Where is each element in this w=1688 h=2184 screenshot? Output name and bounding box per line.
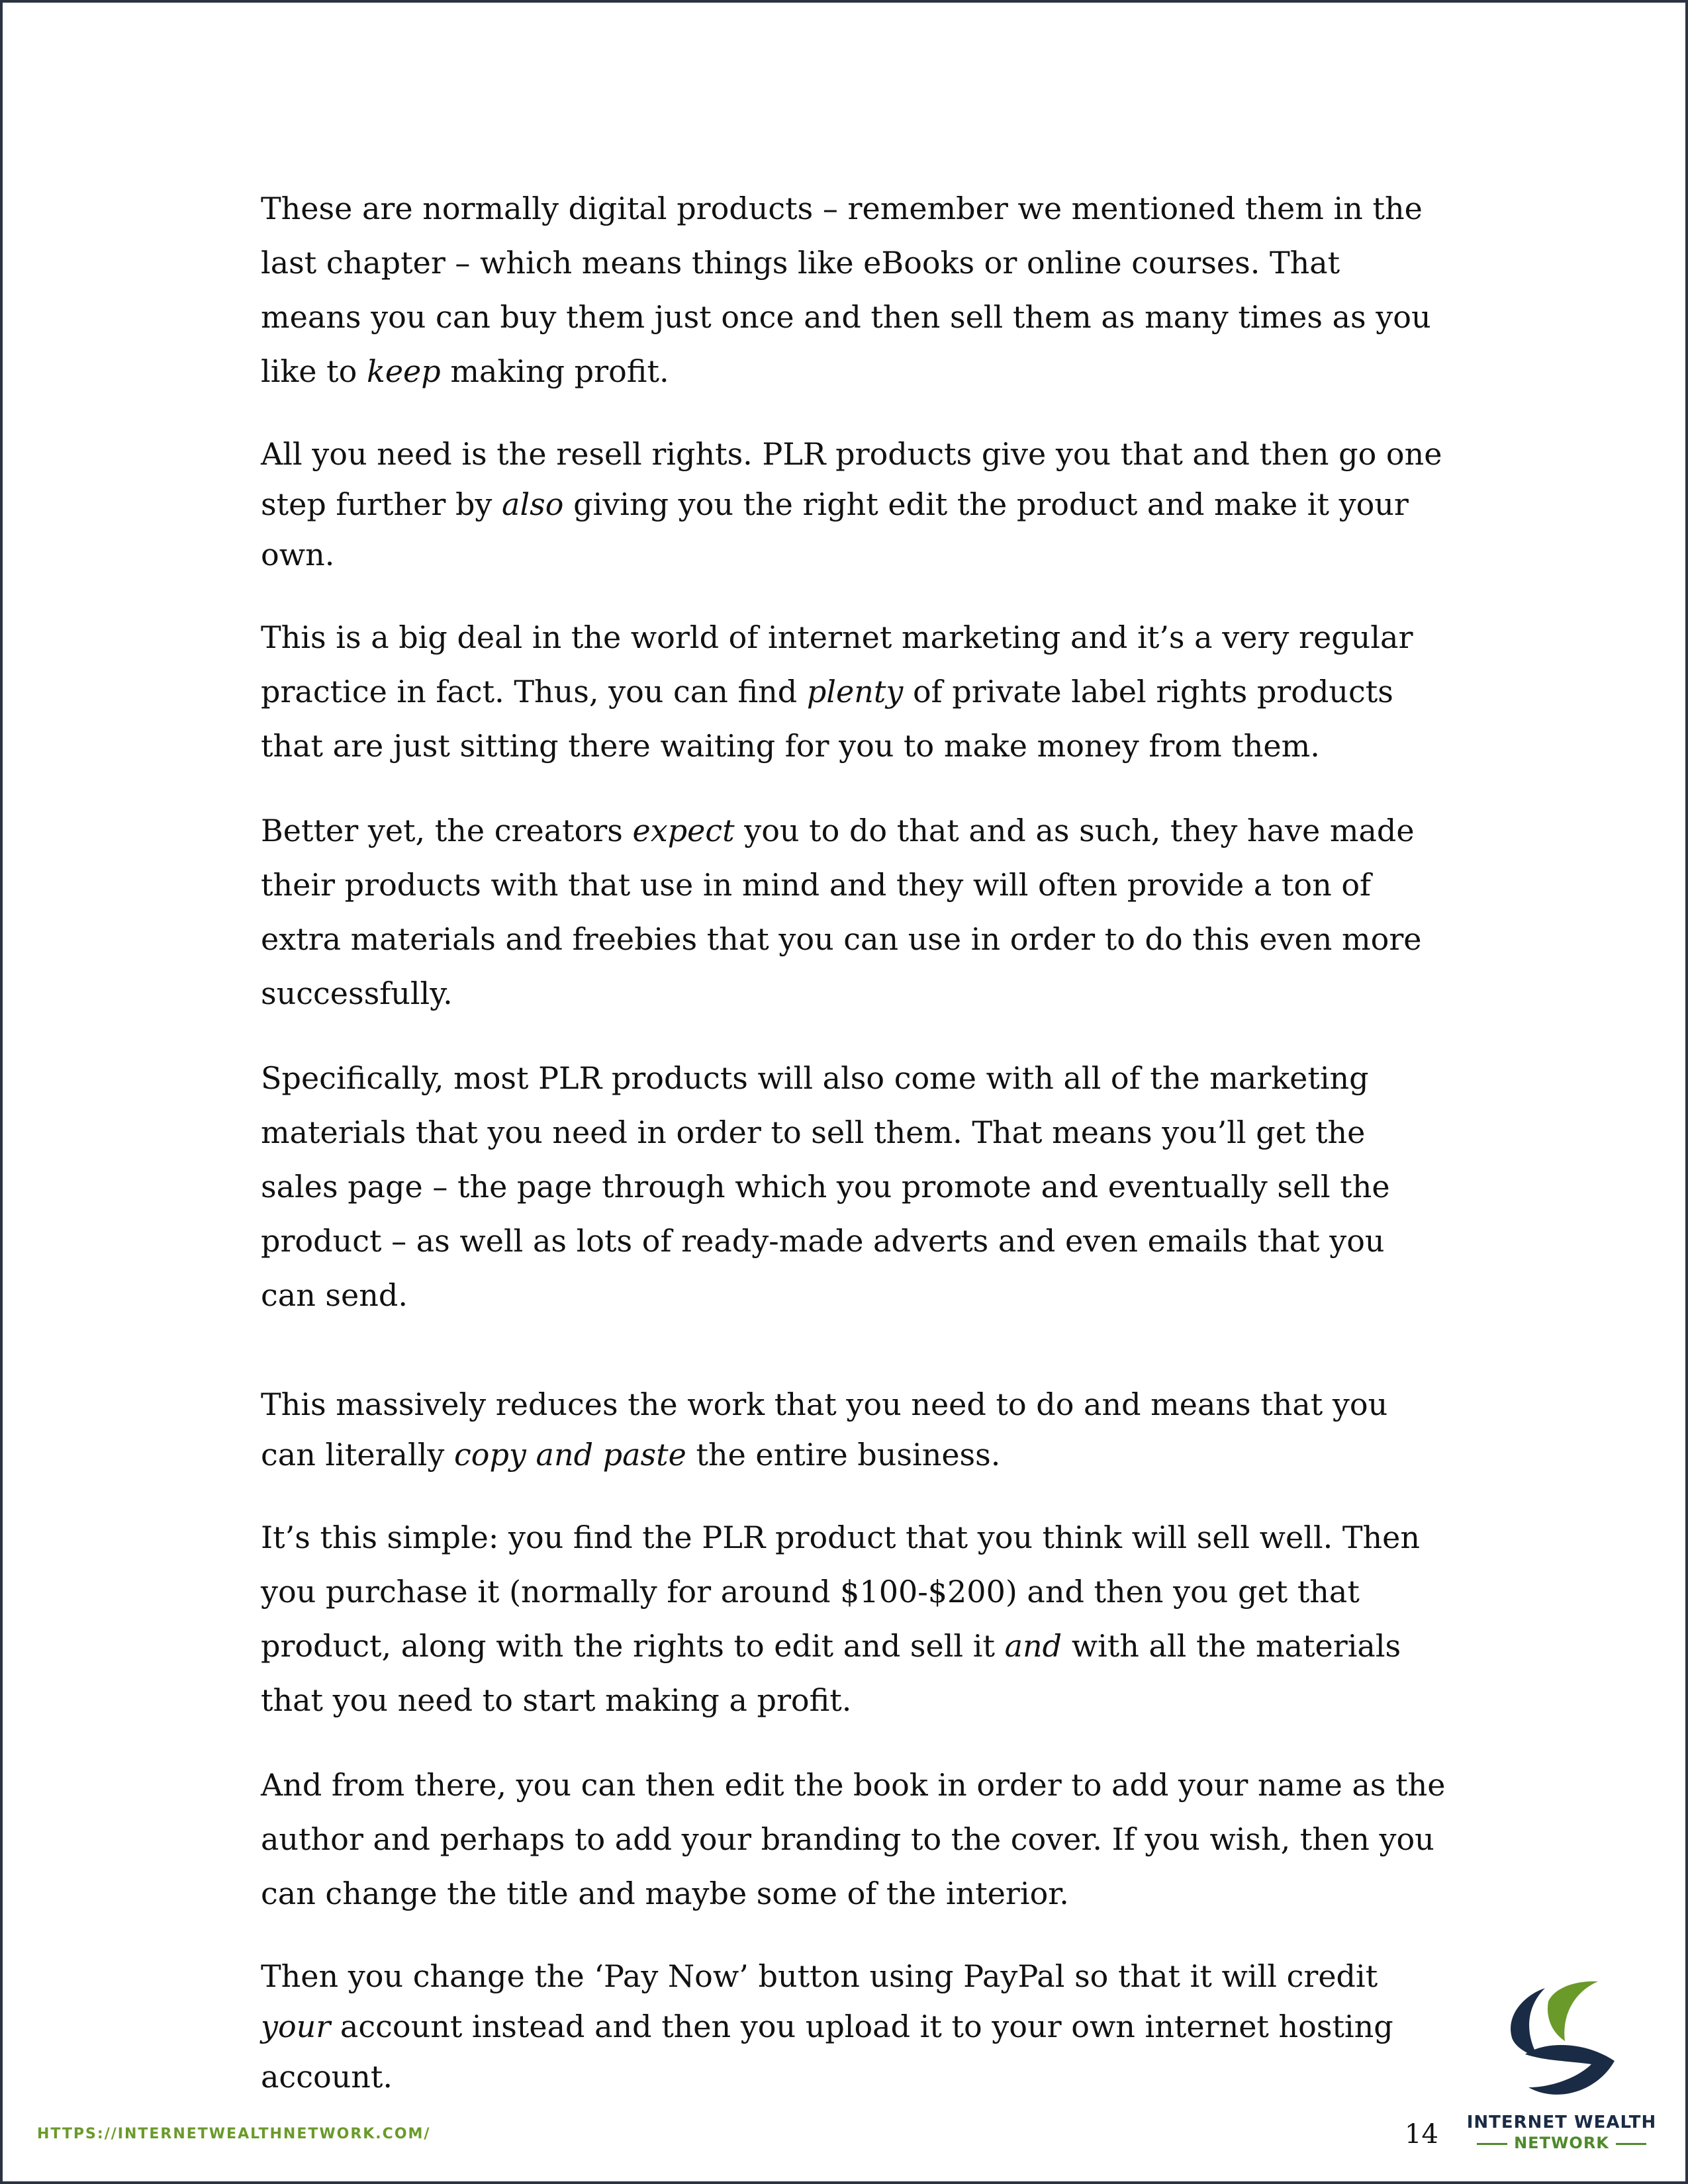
brand-logo xyxy=(1452,1975,1671,2154)
logo-text-primary: INTERNET WEALTH xyxy=(1466,2113,1657,2132)
logo-dash-right xyxy=(1616,2143,1646,2145)
paragraph-8: And from there, you can then edit the book in order to add your name as the author and perhaps to add your branding to the cover. If you wish, then you can change the title and maybe some of the interior. xyxy=(261,1767,1446,1911)
paragraph-9: Then you change the ‘Pay Now’ button using PayPal so that it will credit your account instead and then you upload it to your own internet hosting account. xyxy=(261,1958,1393,2095)
paragraph-7: It’s this simple: you find the PLR product that you think will sell well. Then you purchase it (normally for around $100-$200) and then you get that product, along with the rights to edit and sell it and with all the materials that you need to start making a profit. xyxy=(261,1520,1421,1718)
footer-url-link[interactable]: HTTPS://INTERNETWEALTHNETWORK.COM/ xyxy=(37,2126,431,2142)
paragraph-2: All you need is the resell rights. PLR products give you that and then go one step further by also giving you the right edit the product and make it your own. xyxy=(261,436,1442,572)
paragraph-4: Better yet, the creators expect you to do that and as such, they have made their products with that use in mind and they will often provide a ton of extra materials and freebies that you can use in order to do this even more successfully. xyxy=(261,813,1422,1011)
logo-text-secondary: NETWORK xyxy=(1452,2134,1671,2152)
paragraph-1: These are normally digital products – remember we mentioned them in the last chapter – which means things like eBooks or online courses. That means you can buy them just once and then sell them as many times as you like to keep making profit. xyxy=(261,191,1431,389)
logo-dash-left xyxy=(1477,2143,1507,2145)
body-text xyxy=(261,181,1446,2132)
paragraph-6: This massively reduces the work that you need to do and means that you can literally copy and paste the entire business. xyxy=(261,1387,1388,1473)
paragraph-3: This is a big deal in the world of internet marketing and it’s a very regular practice in fact. Thus, you can find plenty of private label rights products that are just sitting there waiting for you to make money from them. xyxy=(261,619,1413,764)
page-number: 14 xyxy=(1405,2119,1438,2150)
paragraph-5: Specifically, most PLR products will also come with all of the marketing materials that you need in order to sell them. That means you’ll get the sales page – the page through which you promote and eventually sell the product – as well as lots of ready-made adverts and even emails that you can send. xyxy=(261,1060,1390,1313)
logo-swoosh-icon xyxy=(1499,1975,1624,2107)
